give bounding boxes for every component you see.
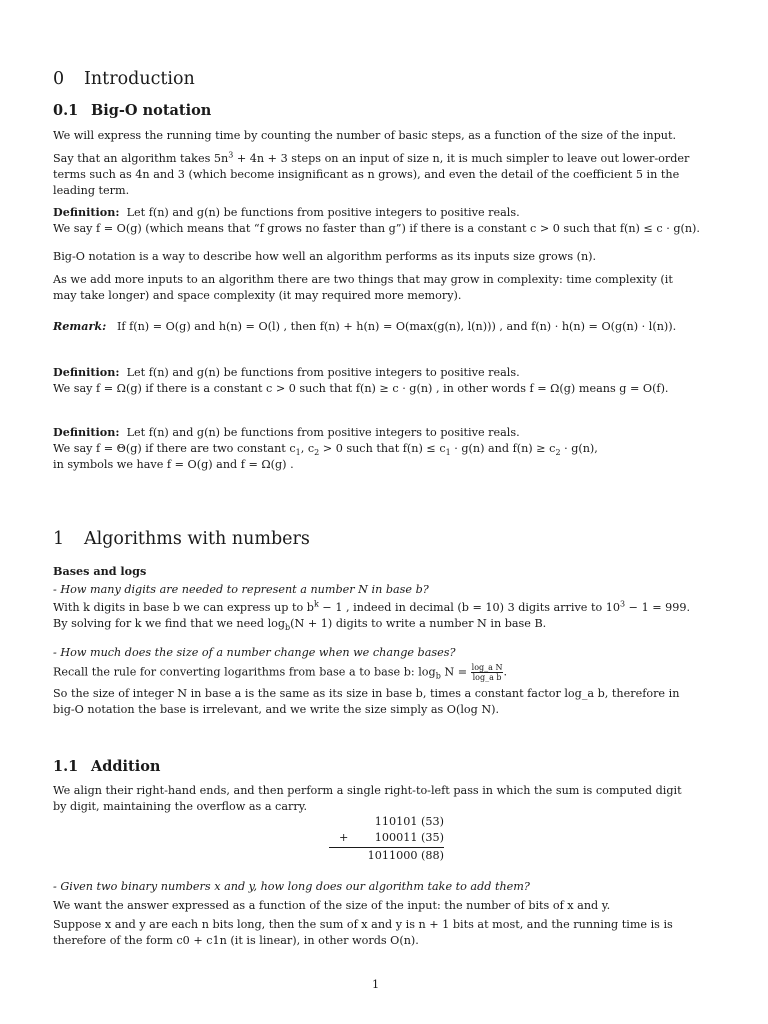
- paragraph-big-o-description: Big-O notation is a way to describe how well an algorithm performs as its inputs size grows (n).: [53, 250, 597, 263]
- paragraph-linear-time: Suppose x and y are each n bits long, then the sum of x and y is n + 1 bits at most, and the running time is is therefore of the form c0 + c1n (it is linear), in other words O(n).: [53, 918, 673, 947]
- document-page: [53, 0, 698, 1024]
- paragraph-lower-order-terms: Say that an algorithm takes $5n^3 + 4n + 3$ steps on an input of size n, it is much simpler to leave out lower-order terms such as 4n and 3 (which become insignificant as n grows), and even the detail of the coefficient 5 in the leading term.: [53, 150, 690, 197]
- paragraph-running-time: We will express the running time by counting the number of basic steps, as a function of the size of the input.: [53, 129, 677, 142]
- definition-big-theta: Definition: Let f(n) and g(n) be functions from positive integers to positive reals. We say f = Θ(g) if there are two constant $c_1$, $c_2 > 0$ such that $f(n) \le c_1 \cdot g(n)$ and $f(n) \ge c_2 \cdot g(n)$, in symbols we have f = O(g) and f = Ω(g) .: [53, 425, 598, 471]
- paragraph-addition-method: We align their right-hand ends, and then perform a single right-to-left pass in which the sum is computed digit by digit, maintaining the overflow as a carry.: [53, 784, 682, 813]
- sum-row: 1011000 (88): [367, 849, 444, 862]
- paragraph-log-conversion-rule: Recall the rule for converting logarithms from base a to base b: $\log_b N$ = $\frac{\text{log\_a N}}{\text{log\_a b}}$ .: [53, 663, 508, 682]
- binary-addition-example: [329, 814, 444, 864]
- question-digits-needed: - How many digits are needed to represent a number N in base b?: [53, 583, 429, 596]
- log-fraction: $\frac{\text{log\_a N}}{\text{log\_a b}}$: [471, 663, 503, 682]
- paragraph-base-irrelevant: So the size of integer N in base a is the same as its size in base b, times a constant factor log_a b, therefore in big-O notation the base is irrelevant, and we write the size simply as O(log N).: [53, 687, 680, 716]
- section-algorithms-with-numbers: 1 Algorithms with numbers: [53, 529, 310, 549]
- paragraph-complexity: As we add more inputs to an algorithm there are two things that may grow in complexity: time complexity (it may take longer) and space complexity (it may required more memory).: [53, 273, 673, 302]
- question-addition-time: - Given two binary numbers x and y, how long does our algorithm take to add them?: [53, 880, 530, 893]
- paragraph-answer-size: We want the answer expressed as a function of the size of the input: the number of bits of x and y.: [53, 899, 611, 912]
- definition-big-o: Definition: Let f(n) and g(n) be functions from positive integers to positive reals. We say f = O(g) (which means that “f grows no faster than g”) if there is a constant c > 0 such that f(n) ≤ c · g(n).: [53, 205, 700, 235]
- subsection-addition: 1.1 Addition: [53, 758, 161, 775]
- subsection-big-o: 0.1 Big-O notation: [53, 102, 212, 119]
- remark-sum-product: Remark: If f(n) = O(g) and h(n) = O(l) , then f(n) + h(n) = O(max(g(n), l(n))) , and f(n) · h(n) = O(g(n) · l(n)).: [53, 319, 677, 333]
- question-change-bases: - How much does the size of a number change when we change bases?: [53, 646, 456, 659]
- plus-sign: +: [339, 831, 349, 844]
- paragraph-heading-bases-and-logs: Bases and logs: [53, 564, 147, 578]
- paragraph-digits-answer: With k digits in base b we can express up to $b^k - 1$ , indeed in decimal (b = 10) 3 digits arrive to $10^3 - 1 = 999$. By solving for k we find that we need $\log_b(N + 1)$ digits to write a number N in base B.: [53, 599, 691, 633]
- section-introduction: 0 Introduction: [53, 69, 195, 89]
- addend-row-1: 110101 (53): [374, 815, 444, 828]
- definition-big-omega: Definition: Let f(n) and g(n) be functions from positive integers to positive reals. We say f = Ω(g) if there is a constant c > 0 such that f(n) ≥ c · g(n) , in other words f = Ω(g) means g = O(f).: [53, 365, 669, 395]
- page-number: 1: [371, 978, 380, 991]
- addend-row-2: + 100011 (35): [339, 831, 444, 844]
